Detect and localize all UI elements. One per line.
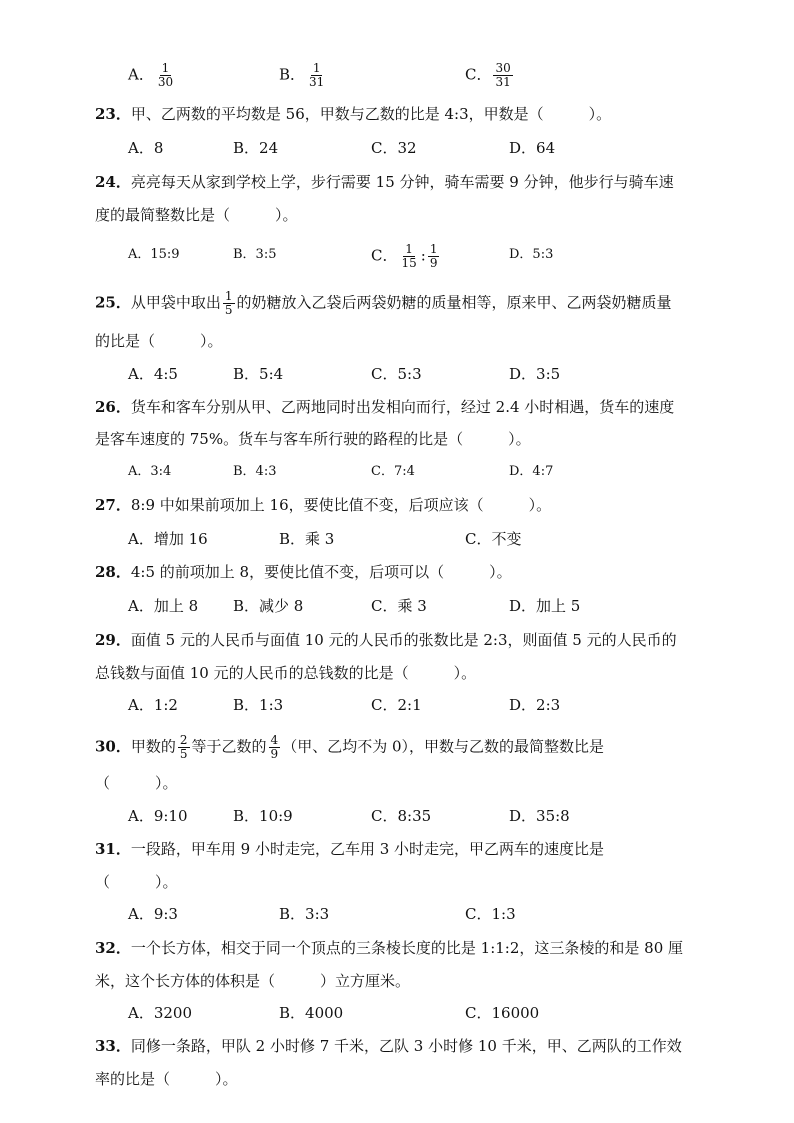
option-c: C．不变	[465, 530, 522, 548]
option-c: C．16000	[465, 1004, 540, 1022]
option-c: C．32	[371, 139, 417, 157]
question-29: 29．面值 5 元的人民币与面值 10 元的人民币的张数比是 2:3，则面值 5 元的人民币的	[95, 631, 677, 649]
fraction: $\frac{30}{31}$	[495, 61, 511, 89]
fraction: $\frac{2}{5}$	[179, 733, 188, 761]
question-33-cont: 率的比是（ ）。	[95, 1070, 238, 1088]
fraction: $\frac{1}{5}$	[224, 289, 233, 317]
option-b: B．5:4	[233, 365, 284, 383]
question-25: 25．从甲袋中取出 $\frac{1}{5}$ 的奶糖放入乙袋后两袋奶糖的质量相等，原来甲、乙两袋奶糖质量	[95, 289, 672, 317]
question-32-cont: 米，这个长方体的体积是（ ）立方厘米。	[95, 972, 411, 990]
option-b: B．24	[233, 139, 279, 157]
question-27: 27．8:9 中如果前项加上 16，要使比值不变，后项应该（ ）。	[95, 496, 552, 514]
question-28: 28．4:5 的前项加上 8，要使比值不变，后项可以（ ）。	[95, 563, 512, 581]
question-25-cont: 的比是（ ）。	[95, 332, 223, 350]
question-23: 23．甲、乙两数的平均数是 56，甲数与乙数的比是 4:3，甲数是（ ）。	[95, 105, 612, 123]
option-d: D．64	[509, 139, 556, 157]
option-d: D．5:3	[509, 247, 554, 262]
option-b: B． $\frac{1}{31}$	[279, 61, 325, 89]
question-31: 31．一段路，甲车用 9 小时走完，乙车用 3 小时走完，甲乙两车的速度比是	[95, 840, 605, 858]
question-32: 32．一个长方体，相交于同一个顶点的三条棱长度的比是 1:1:2，这三条棱的和是 80 厘	[95, 939, 684, 957]
question-31-cont: （ ）。	[95, 873, 178, 891]
option-a: A．4:5	[128, 365, 178, 383]
question-29-cont: 总钱数与面值 10 元的人民币的总钱数的比是（ ）。	[95, 664, 477, 682]
option-a: A．3:4	[128, 464, 172, 479]
option-b: B．3:5	[233, 247, 277, 262]
fraction: $\frac{4}{9}$	[270, 733, 279, 761]
option-a: A．1:2	[128, 696, 178, 714]
option-c: C．8:35	[371, 807, 432, 825]
option-b: B．乘 3	[279, 530, 335, 548]
option-c: C．7:4	[371, 464, 415, 479]
option-a: A．加上 8	[128, 597, 199, 615]
option-d: D．2:3	[509, 696, 561, 714]
option-a: A．3200	[128, 1004, 193, 1022]
option-a: A．15:9	[128, 247, 180, 262]
option-b: B．3:3	[279, 905, 330, 923]
option-c: C． $\frac{1}{15}$ : $\frac{1}{9}$	[371, 242, 438, 270]
fraction: $\frac{1}{31}$	[309, 61, 325, 89]
fraction: $\frac{1}{9}$	[429, 242, 438, 270]
question-26: 26．货车和客车分别从甲、乙两地同时出发相向而行，经过 2.4 小时相遇，货车的速度	[95, 398, 675, 416]
fraction: $\frac{1}{30}$	[157, 61, 174, 89]
question-24: 24．亮亮每天从家到学校上学，步行需要 15 分钟，骑车需要 9 分钟，他步行与骑车速	[95, 173, 674, 191]
question-30: 30．甲数的 $\frac{2}{5}$ 等于乙数的 $\frac{4}{9}$ （甲、乙均不为 0），甲数与乙数的最简整数比是	[95, 733, 605, 761]
option-b: B．4000	[279, 1004, 344, 1022]
option-a: A．增加 16	[128, 530, 208, 548]
option-d: D．35:8	[509, 807, 570, 825]
option-b: B．减少 8	[233, 597, 304, 615]
option-b: B．10:9	[233, 807, 293, 825]
option-d: D．4:7	[509, 464, 554, 479]
question-33: 33．同修一条路，甲队 2 小时修 7 千米，乙队 3 小时修 10 千米，甲、乙两队的工作效	[95, 1037, 682, 1055]
question-24-cont: 度的最简整数比是（ ）。	[95, 206, 298, 224]
question-30-cont: （ ）。	[95, 774, 178, 792]
option-c: C．1:3	[465, 905, 516, 923]
option-d: D．3:5	[509, 365, 561, 383]
option-c: C．2:1	[371, 696, 422, 714]
option-a: A． $\frac{1}{30}$	[128, 61, 174, 89]
question-26-cont: 是客车速度的 75%。货车与客车所行驶的路程的比是（ ）。	[95, 430, 531, 448]
fraction: $\frac{1}{15}$	[401, 242, 417, 270]
option-d: D．加上 5	[509, 597, 581, 615]
option-b: B．1:3	[233, 696, 284, 714]
option-b: B．4:3	[233, 464, 277, 479]
option-c: C．乘 3	[371, 597, 427, 615]
option-c: C．5:3	[371, 365, 422, 383]
option-a: A．9:3	[128, 905, 178, 923]
option-a: A．9:10	[128, 807, 188, 825]
option-c: C． $\frac{30}{31}$	[465, 61, 511, 89]
option-a: A．8	[128, 139, 164, 157]
